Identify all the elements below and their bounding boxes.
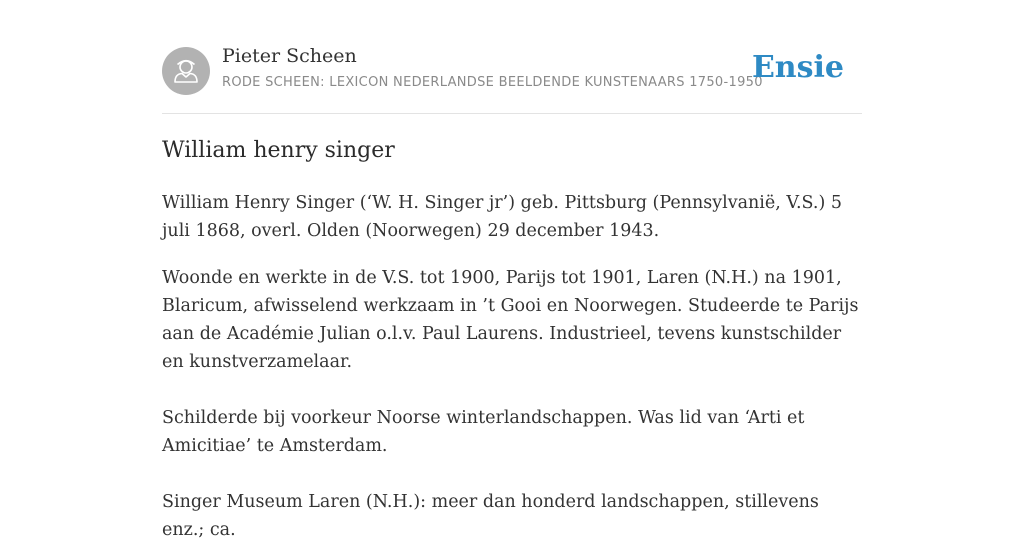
user-icon <box>162 47 210 95</box>
source-title[interactable]: RODE SCHEEN: LEXICON NEDERLANDSE BEELDENDE KUNSTENAARS 1750-1950 <box>222 75 763 90</box>
paragraph-style: Schilderde bij voorkeur Noorse winterlandschappen. Was lid van ‘Arti et Amicitiae’ te Amsterdam. <box>162 408 805 456</box>
content-column <box>162 0 862 540</box>
paragraph-career: Woonde en werkte in de V.S. tot 1900, Parijs tot 1901, Laren (N.H.) na 1901, Blaricum, afwisselend werkzaam in ’t Gooi en Noorwegen. Studeerde te Parijs aan de Académie Julian o.l.v. Paul Laurens. Industrieel, tevens kunstschilder en kunstverzamelaar. <box>162 268 859 372</box>
article-body <box>162 189 862 544</box>
paragraph-birth: William Henry Singer (‘W. H. Singer jr’) geb. Pittsburg (Pennsylvanië, V.S.) 5 juli 1868, overl. Olden (Noorwegen) 29 december 1943. <box>162 193 842 241</box>
paragraph-museum: Singer Museum Laren (N.H.): meer dan honderd landschappen, stillevens enz.; ca. <box>162 492 819 540</box>
article-title: William henry singer <box>162 138 395 163</box>
ensie-logo[interactable]: Ensie <box>751 50 844 85</box>
header <box>162 0 862 114</box>
avatar[interactable] <box>162 47 210 95</box>
author-name[interactable]: Pieter Scheen <box>222 45 357 67</box>
